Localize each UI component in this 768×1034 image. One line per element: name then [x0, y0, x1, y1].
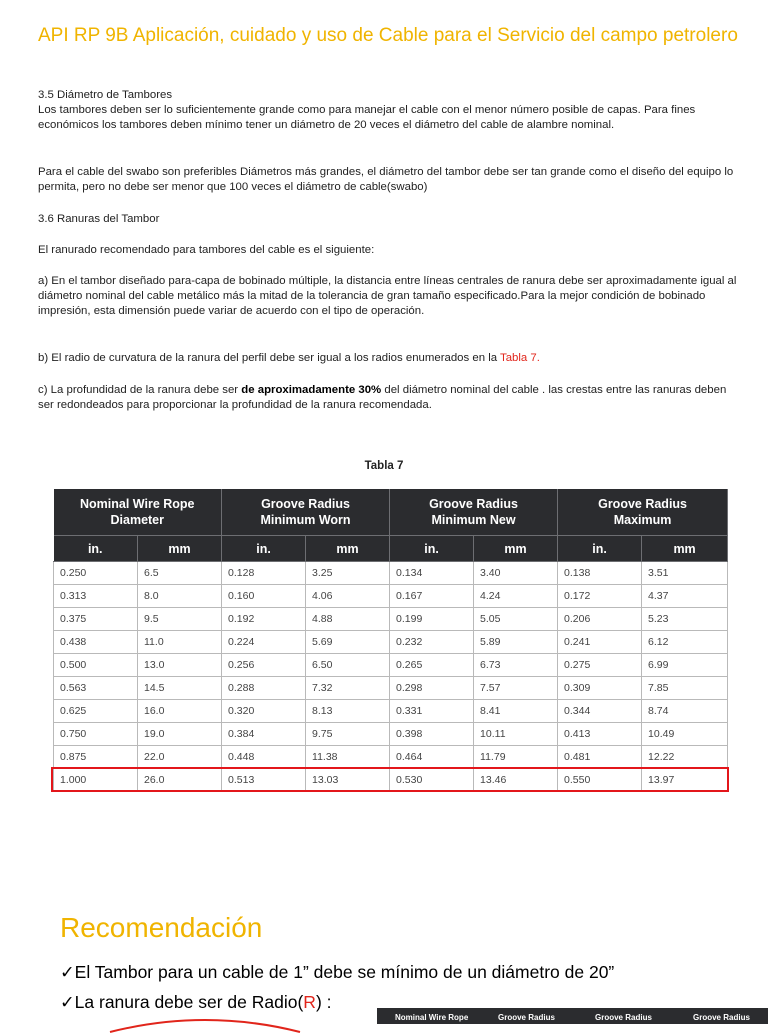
table-cell: 6.99 — [642, 654, 728, 677]
table-row — [54, 562, 728, 585]
table-cell: 0.265 — [390, 654, 474, 677]
table-unit-header: in. — [222, 536, 306, 562]
table-cell: 10.11 — [474, 723, 558, 746]
table-row — [54, 608, 728, 631]
table-cell: 13.0 — [138, 654, 222, 677]
mini-table-label-4: Groove Radius — [693, 1013, 750, 1022]
table-cell: 0.320 — [222, 700, 306, 723]
table-cell: 0.192 — [222, 608, 306, 631]
mini-table-label-3: Groove Radius — [595, 1013, 652, 1022]
table-cell: 1.000 — [54, 769, 138, 792]
table-cell: 0.138 — [558, 562, 642, 585]
table-cell: 0.256 — [222, 654, 306, 677]
table-cell: 11.0 — [138, 631, 222, 654]
radius-r-label: R — [303, 992, 316, 1012]
table-cell: 0.875 — [54, 746, 138, 769]
table-cell: 22.0 — [138, 746, 222, 769]
recommendation-item-1-text: El Tambor para un cable de 1” debe se mínimo de un diámetro de 20” — [74, 962, 615, 982]
table-unit-header-row — [54, 536, 728, 562]
table-row — [54, 677, 728, 700]
section-3-5-paragraph-1: Los tambores deben ser lo suficientemente grande como para manejar el cable con el menor número posible de capas. Para fines económicos los tambores deben mínimo tener un diámetro de 20 veces el diámetro del cable de alambre nominal. — [38, 104, 696, 132]
table-row — [54, 585, 728, 608]
table-cell: 0.241 — [558, 631, 642, 654]
table-cell: 0.513 — [222, 769, 306, 792]
table-cell: 0.313 — [54, 585, 138, 608]
item-b-text: b) El radio de curvatura de la ranura del perfil debe ser igual a los radios enumerados en la — [38, 352, 501, 364]
table-row — [54, 631, 728, 654]
table-cell: 0.128 — [222, 562, 306, 585]
table-cell: 0.530 — [390, 769, 474, 792]
red-arc-annotation — [105, 1014, 305, 1034]
table-cell: 0.448 — [222, 746, 306, 769]
table-cell: 0.134 — [390, 562, 474, 585]
table-cell: 0.344 — [558, 700, 642, 723]
table-cell: 6.12 — [642, 631, 728, 654]
table-cell: 11.38 — [306, 746, 390, 769]
table-cell: 0.550 — [558, 769, 642, 792]
table-cell: 0.288 — [222, 677, 306, 700]
groove-radius-table — [53, 489, 728, 792]
table-cell: 6.73 — [474, 654, 558, 677]
table-cell: 13.03 — [306, 769, 390, 792]
table-cell: 0.563 — [54, 677, 138, 700]
table-cell: 4.37 — [642, 585, 728, 608]
table-cell: 13.46 — [474, 769, 558, 792]
mini-table-label-1: Nominal Wire Rope — [395, 1013, 469, 1022]
mini-table-label-2: Groove Radius — [498, 1013, 555, 1022]
table-row — [54, 723, 728, 746]
table-cell: 0.167 — [390, 585, 474, 608]
table-cell: 11.79 — [474, 746, 558, 769]
table-cell: 8.13 — [306, 700, 390, 723]
highlighted-row-outline — [51, 767, 729, 792]
table-cell: 16.0 — [138, 700, 222, 723]
table-unit-header: mm — [642, 536, 728, 562]
table-cell: 0.250 — [54, 562, 138, 585]
table-cell: 3.25 — [306, 562, 390, 585]
table-cell: 0.384 — [222, 723, 306, 746]
table-cell: 0.625 — [54, 700, 138, 723]
table-cell: 0.500 — [54, 654, 138, 677]
table-cell: 13.97 — [642, 769, 728, 792]
table-cell: 0.438 — [54, 631, 138, 654]
table-cell: 4.24 — [474, 585, 558, 608]
mini-table-header — [377, 1008, 768, 1024]
table-cell: 26.0 — [138, 769, 222, 792]
table-unit-header: mm — [474, 536, 558, 562]
table-cell: 12.22 — [642, 746, 728, 769]
table-cell: 0.206 — [558, 608, 642, 631]
table-cell: 0.298 — [390, 677, 474, 700]
table-unit-header: in. — [390, 536, 474, 562]
table-cell: 0.413 — [558, 723, 642, 746]
section-3-6-item-b — [38, 351, 738, 366]
table-cell: 7.85 — [642, 677, 728, 700]
section-3-6-item-a: a) En el tambor diseñado para-capa de bobinado múltiple, la distancia entre líneas centrales de ranura debe ser aproximadamente igual al diámetro nominal del cable metálico más la mitad de la tolerancia de gran tamaño especificado.Para la mejor condición de bobinado impresión, esta dimensión puede variar de acuerdo con el tipo de operación. — [38, 275, 737, 318]
table-cell: 0.172 — [558, 585, 642, 608]
table-cell: 8.0 — [138, 585, 222, 608]
table-cell: 0.232 — [390, 631, 474, 654]
table-unit-header: in. — [54, 536, 138, 562]
recommendation-title: Recomendación — [60, 912, 263, 943]
table-cell: 7.57 — [474, 677, 558, 700]
table-cell: 0.375 — [54, 608, 138, 631]
table-cell: 5.89 — [474, 631, 558, 654]
table-cell: 0.224 — [222, 631, 306, 654]
table-cell: 0.464 — [390, 746, 474, 769]
table-cell: 9.75 — [306, 723, 390, 746]
table-cell: 5.69 — [306, 631, 390, 654]
section-3-6-heading: 3.6 Ranuras del Tambor — [38, 213, 160, 225]
recommendation-item-2-post: ) : — [315, 992, 332, 1012]
check-mark-icon: ✓ — [60, 992, 75, 1012]
table-cell: 0.331 — [390, 700, 474, 723]
table-cell: 3.51 — [642, 562, 728, 585]
table-cell: 8.41 — [474, 700, 558, 723]
table-cell: 0.199 — [390, 608, 474, 631]
table-row — [54, 746, 728, 769]
table-cell: 4.06 — [306, 585, 390, 608]
table-cell: 0.398 — [390, 723, 474, 746]
table-cell: 0.275 — [558, 654, 642, 677]
document-title: API RP 9B Aplicación, cuidado y uso de Cable para el Servicio del campo petrolero — [38, 25, 738, 46]
table-cell: 14.5 — [138, 677, 222, 700]
tabla-7-reference: Tabla 7. — [500, 352, 540, 364]
table-cell: 19.0 — [138, 723, 222, 746]
recommendation-item-2-pre: La ranura debe ser de Radio( — [74, 992, 304, 1012]
table-group-header: Groove Radius Maximum — [558, 489, 728, 536]
recommendation-item-2 — [60, 992, 332, 1013]
section-3-6-item-c — [38, 383, 738, 413]
table-cell: 8.74 — [642, 700, 728, 723]
table-unit-header: mm — [306, 536, 390, 562]
table-cell: 9.5 — [138, 608, 222, 631]
table-cell: 10.49 — [642, 723, 728, 746]
table-group-header: Groove Radius Minimum New — [390, 489, 558, 536]
table-cell: 0.750 — [54, 723, 138, 746]
table-row — [54, 700, 728, 723]
table-unit-header: in. — [558, 536, 642, 562]
table-row — [54, 654, 728, 677]
table-cell: 6.5 — [138, 562, 222, 585]
table-cell: 6.50 — [306, 654, 390, 677]
table-group-header: Groove Radius Minimum Worn — [222, 489, 390, 536]
table-caption: Tabla 7 — [364, 460, 404, 472]
table-cell: 5.05 — [474, 608, 558, 631]
table-group-header-row — [54, 489, 728, 536]
section-3-5-paragraph-2: Para el cable del swabo son preferibles Diámetros más grandes, el diámetro del tambor debe ser tan grande como el diseño del equipo lo permita, pero no debe ser menor que 100 veces el diámetro de cable(swabo) — [38, 166, 734, 194]
table-cell: 7.32 — [306, 677, 390, 700]
item-c-bold-text: de aproximadamente 30% — [241, 384, 382, 396]
section-3-6-intro: El ranurado recomendado para tambores del cable es el siguiente: — [38, 244, 375, 256]
table-body — [54, 562, 728, 792]
item-c-text-pre: c) La profundidad de la ranura debe ser — [38, 384, 242, 396]
table-group-header: Nominal Wire Rope Diameter — [54, 489, 222, 536]
table-cell: 5.23 — [642, 608, 728, 631]
table-cell: 4.88 — [306, 608, 390, 631]
table-cell: 0.160 — [222, 585, 306, 608]
check-mark-icon: ✓ — [60, 962, 75, 982]
recommendation-item-1 — [60, 962, 614, 983]
table-cell: 3.40 — [474, 562, 558, 585]
table-cell: 0.481 — [558, 746, 642, 769]
table-unit-header: mm — [138, 536, 222, 562]
item-c-text-post: del diámetro nominal del cable . las crestas entre las ranuras deben ser redondeados para proporcionar la profundidad de la ranura recomendada. — [38, 384, 727, 412]
section-3-5-heading: 3.5 Diámetro de Tambores — [38, 89, 173, 101]
table-cell: 0.309 — [558, 677, 642, 700]
